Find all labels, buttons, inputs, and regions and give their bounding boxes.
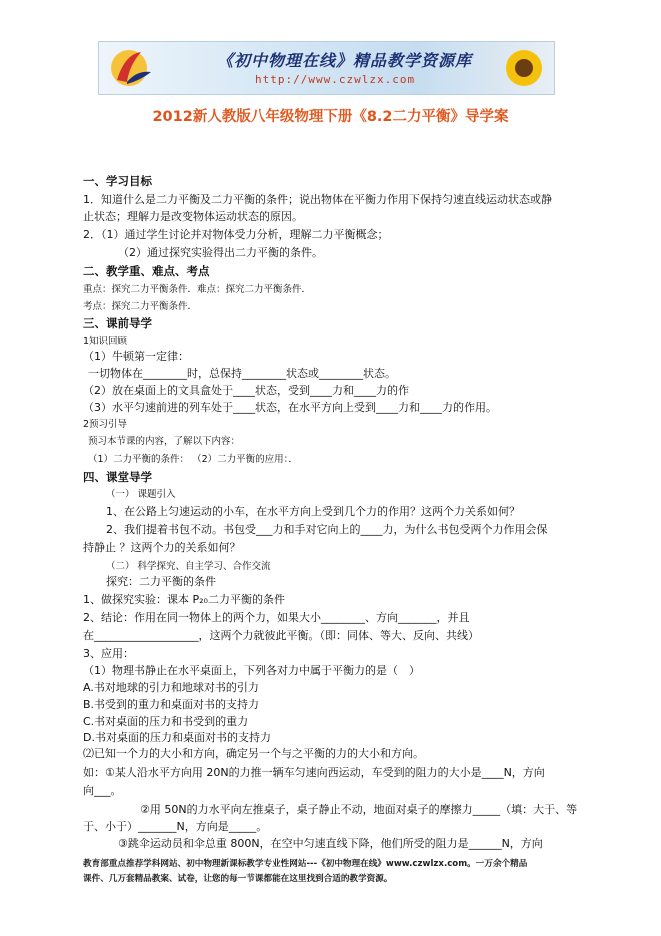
text-line: 持静止 ？这两个力的关系如何？: [83, 541, 241, 554]
text-line: 一切物体在________时，总保持________状态或________状态。: [88, 367, 396, 380]
text-line: （一） 课题引入: [106, 489, 176, 500]
text-line: 在___________________，这两个力就彼此平衡。（即：同体、等大、反向、共线）: [83, 629, 479, 642]
text-line: C.书对桌面的压力和书受到的重力: [83, 715, 249, 728]
text-line: A.书对地球的引力和地球对书的引力: [83, 681, 259, 694]
text-line: 2、结论：作用在同一物体上的两个力，如果大小________、方向_______，并且: [83, 611, 470, 624]
text-line: （1）二力平衡的条件： （2）二力平衡的应用：．: [88, 454, 298, 465]
banner-title: 《初中物理在线》精品教学资源库: [217, 51, 473, 70]
text-line: 2预习引导: [83, 419, 128, 430]
text-line: 预习本节课的内容，了解以下内容：: [88, 436, 241, 447]
sunflower-icon: [502, 46, 546, 90]
document-title: 2012新人教版八年级物理下册《8.2二力平衡》导学案: [152, 109, 509, 125]
text-line: D.书对桌面的压力和桌面对书的支持力: [83, 731, 271, 744]
text-line: 1知识回顾: [83, 336, 128, 347]
text-line: 1．知道什么是二力平衡及二力平衡的条件；说出物体在平衡力作用下保持匀速直线运动状态或静: [83, 193, 552, 206]
header-banner: [98, 41, 555, 95]
banner-url[interactable]: http://www.czwlzx.com: [255, 73, 416, 86]
section-heading: 三、课前导学: [83, 316, 152, 330]
text-line: （二） 科学探究、自主学习、合作交流: [106, 561, 271, 572]
text-line: （2）放在桌面上的文具盒处于____状态，受到____力和____力的作: [83, 384, 409, 397]
text-line: 3、应用：: [83, 647, 134, 660]
text-line: 向___。: [83, 784, 122, 797]
section-heading: 四、课堂导学: [83, 470, 152, 484]
logo-icon: [107, 46, 157, 90]
text-line: （1）物理书静止在水平桌面上，下列各对力中属于平衡力的是（ ）: [83, 664, 420, 677]
section-heading: 二、教学重、难点、考点: [83, 264, 210, 278]
text-line: 探究：二力平衡的条件: [106, 575, 216, 588]
footer-line: 教育部重点推荐学科网站、初中物理新课标教学专业性网站---《初中物理在线》www.czwlzx.com。一万余个精品: [83, 859, 528, 869]
text-line: 考点：探究二力平衡条件．: [83, 301, 198, 312]
text-line: B.书受到的重力和桌面对书的支持力: [83, 698, 260, 711]
text-line: 重点：探究二力平衡条件．难点：探究二力平衡条件．: [83, 284, 312, 295]
text-line: ⑵已知一个力的大小和方向，确定另一个与之平衡的力的大小和方向。: [83, 747, 424, 760]
text-line: 1、在公路上匀速运动的小车，在水平方向上受到几个力的作用？这两个力关系如何？: [106, 505, 520, 518]
text-line: ③跳伞运动员和伞总重 800N，在空中匀速直线下降，他们所受的阻力是______N，方向: [118, 837, 543, 850]
text-line: （2）通过探究实验得出二力平衡的条件。: [118, 246, 323, 259]
text-line: 止状态；理解力是改变物体运动状态的原因。: [83, 210, 303, 223]
text-line: （3）水平匀速前进的列车处于____状态，在水平方向上受到____力和____力的作用。: [83, 401, 497, 414]
text-line: 2、我们提着书包不动。书包受___力和手对它向上的____力，为什么书包受两个力作用会保: [106, 523, 548, 536]
text-line: ②用 50N的力水平向左推桌子，桌子静止不动，地面对桌子的摩擦力_____（填：大于、等: [140, 803, 578, 816]
text-line: 1、做探究实验：课本 P₂₀二力平衡的条件: [83, 593, 285, 606]
text-line: 2．（1）通过学生讨论并对物体受力分析，理解二力平衡概念；: [83, 228, 389, 241]
footer-line: 课件、几万套精品教案、试卷，让您的每一节课都能在这里找到合适的教学资源。: [83, 874, 393, 884]
text-line: （1）牛顿第一定律：: [83, 350, 189, 363]
text-line: 如：①某人沿水平方向用 20N的力推一辆车匀速向西运动，车受到的阻力的大小是____N，方向: [83, 766, 545, 779]
section-heading: 一、学习目标: [83, 174, 152, 188]
text-line: 于、小于）_______N，方向是_____。: [83, 820, 268, 833]
